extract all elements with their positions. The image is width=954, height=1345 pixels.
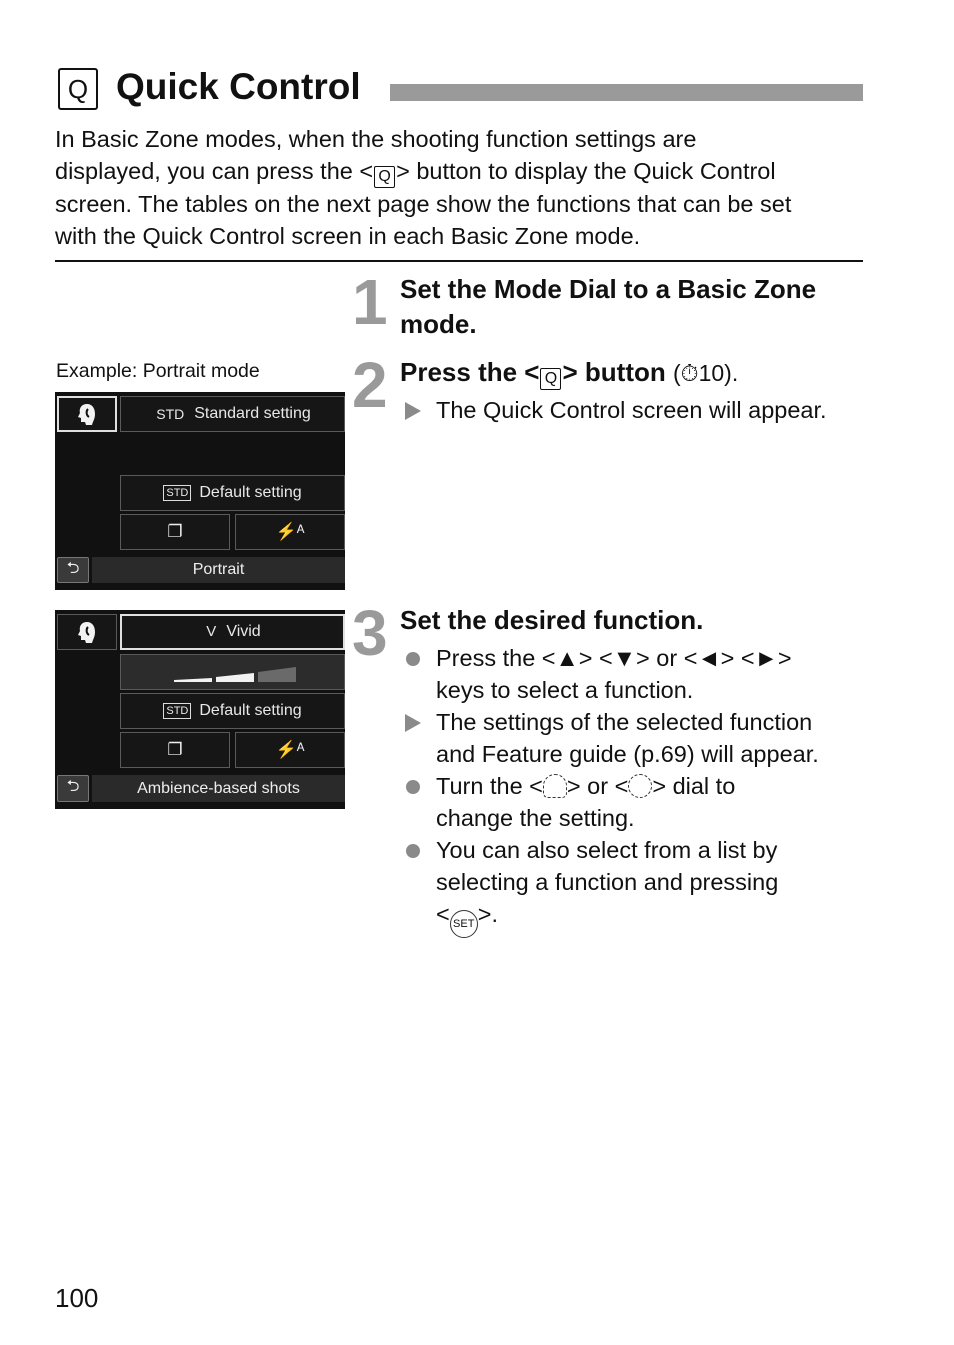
bullet-item: Turn the < > or < > dial to change the setting. [405,770,875,834]
mode-label-bar [92,775,345,802]
bullet-item: Press the <▲> <▼> or <◄> <►> keys to select a function. [405,642,875,706]
main-dial-icon [543,774,567,798]
step-title: Press the < Q > button (⏱10). [400,355,738,391]
ambience-value: Vivid [226,623,261,640]
bullet-icon [406,844,420,858]
intro-line: In Basic Zone modes, when the shooting function settings are [55,126,697,152]
std-icon: STD [163,485,191,501]
step-number: 2 [352,349,388,421]
picture-style-value: Standard setting [194,405,311,422]
section-divider [55,260,863,262]
bullet-icon [406,652,420,666]
drive-mode-cell[interactable] [120,514,230,550]
intro-paragraph [55,123,875,252]
intro-line: screen. The tables on the next page show the functions that can be set [55,191,792,217]
step-number: 1 [352,266,388,338]
portrait-icon [74,401,100,427]
flash-auto-icon: ⚡ᴬ [275,740,305,759]
back-button[interactable] [57,775,89,802]
result-item: The Quick Control screen will appear. [405,394,875,426]
vivid-icon: V [206,623,217,640]
example-caption: Example: Portrait mode [56,360,260,382]
style-std-icon: STD [156,406,185,422]
mode-label-bar [92,557,345,583]
return-icon: ⮌ [66,559,80,577]
quick-control-dial-icon [628,774,652,798]
q-button-icon: Q [374,166,395,188]
page-title: Quick Control [116,66,361,107]
quick-control-screen-vivid [55,610,345,809]
effect-level-indicator [168,661,298,683]
q-button-icon: Q [540,368,561,390]
flash-cell[interactable] [235,732,345,768]
intro-line: with the Quick Control screen in each Basic Zone mode. [55,223,641,249]
page-reference: (⏱10). [672,360,739,386]
back-button[interactable] [57,557,89,583]
drive-mode-cell[interactable] [120,732,230,768]
ambience-value: Default setting [199,484,302,501]
std-icon: STD [163,703,191,719]
page-number: 100 [55,1283,99,1313]
portrait-icon [74,619,100,645]
drive-mode-icon: ❐ [167,740,183,759]
return-icon: ⮌ [66,778,80,795]
effect-level-cell[interactable] [120,654,345,690]
intro-line: displayed, you can press the < Q > button to display the Quick Control [55,155,875,188]
heading-bar [390,84,863,101]
ambience-select-cell[interactable] [120,614,345,650]
result-item: The settings of the selected function and Feature guide (p.69) will appear. [405,706,875,770]
flash-auto-icon: ⚡ᴬ [275,522,305,541]
flash-cell[interactable] [235,514,345,550]
step-number: 3 [352,597,388,669]
shooting-mode-label: Ambience-based shots [137,779,300,797]
result-arrow-icon [405,714,421,732]
quick-control-q-icon: Q [58,68,98,110]
step-title: Set the desired function. [400,605,704,635]
mode-cell [57,614,117,650]
result-arrow-icon [405,402,421,420]
step-title: Set the Mode Dial to a Basic Zone mode. [400,274,817,339]
picture-style-cell[interactable] [120,396,345,432]
bullet-item: You can also select from a list by selecting a function and pressing < SET >. [405,834,875,938]
quick-control-screen-portrait [55,392,345,590]
set-button-icon: SET [450,910,478,938]
drive-mode-icon: ❐ [167,522,183,541]
ambience-value: Default setting [199,702,302,719]
bullet-icon [406,780,420,794]
mode-cell [57,396,117,432]
ambience-cell[interactable] [120,475,345,511]
ambience-cell[interactable] [120,693,345,729]
shooting-mode-label: Portrait [192,561,245,578]
